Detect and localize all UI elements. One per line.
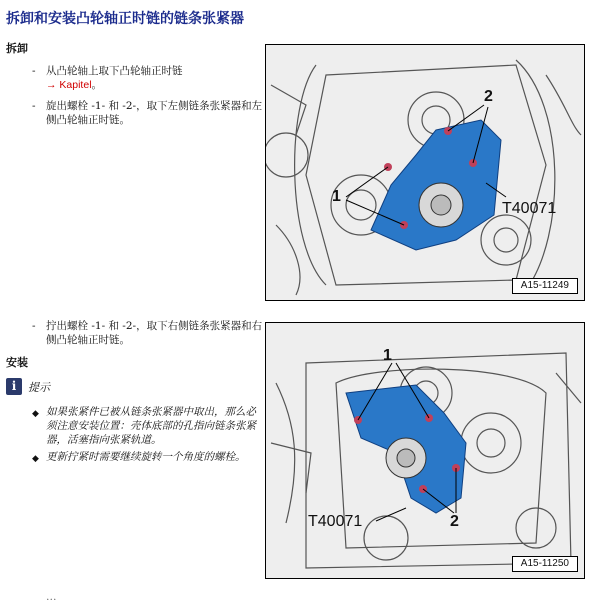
step-text: 拧出螺栓 -1- 和 -2-，取下右侧链条张紧器和右侧凸轮轴正时链。 [46, 320, 263, 346]
diamond-bullet-icon: ◆ [32, 409, 39, 419]
note-text: 更新拧紧时需要继续旋转一个角度的螺栓。 [46, 451, 246, 463]
figure-code: A15-11249 [512, 278, 578, 294]
step-remove-right-tensioner: - 拧出螺栓 -1- 和 -2-，取下右侧链条张紧器和右侧凸轮轴正时链。 [32, 320, 263, 346]
note-text: 如果张紧件已被从链条张紧器中取出，那么必须注意安装位置：壳体底部的孔指向链条张紧器，活塞指向张紧轨道。 [46, 406, 256, 446]
step-remove-left-tensioner: - 旋出螺栓 -1- 和 -2-，取下左侧链条张紧器和左侧凸轮轴正时链。 [32, 100, 263, 126]
callout-1: 1 [383, 347, 392, 364]
diamond-bullet-icon: ◆ [32, 454, 39, 464]
figure-right-tensioner [265, 322, 585, 579]
note-item-replace-bolts [32, 450, 261, 464]
step-text: 旋出螺栓 -1- 和 -2-，取下左侧链条张紧器和左侧凸轮轴正时链。 [46, 100, 263, 126]
figure-code: A15-11250 [512, 556, 578, 572]
tool-label: T40071 [502, 200, 557, 217]
engine-illustration-left [266, 45, 584, 300]
callout-2: 2 [484, 88, 493, 105]
chapter-link[interactable]: → Kapitel [46, 79, 92, 91]
step-remove-chain: - 从凸轮轴上取下凸轮轴正时链 → Kapitel。 [32, 65, 183, 91]
info-icon: i [6, 378, 22, 395]
callout-2: 2 [450, 513, 459, 530]
engine-illustration-right [266, 323, 584, 578]
link-suffix: 。 [91, 79, 103, 91]
tool-label: T40071 [308, 513, 363, 530]
section-heading-install: 安装 [6, 356, 28, 369]
section-heading-remove: 拆卸 [6, 42, 28, 55]
cut-off-step: … [46, 591, 57, 603]
note-item-install-position [32, 405, 261, 447]
figure-left-tensioner [265, 44, 585, 301]
note-label: 提示 [28, 381, 50, 394]
step-text: 从凸轮轴上取下凸轮轴正时链 [46, 65, 183, 77]
page-title: 拆卸和安装凸轮轴正时链的链条张紧器 [6, 11, 244, 27]
callout-1: 1 [332, 188, 341, 205]
